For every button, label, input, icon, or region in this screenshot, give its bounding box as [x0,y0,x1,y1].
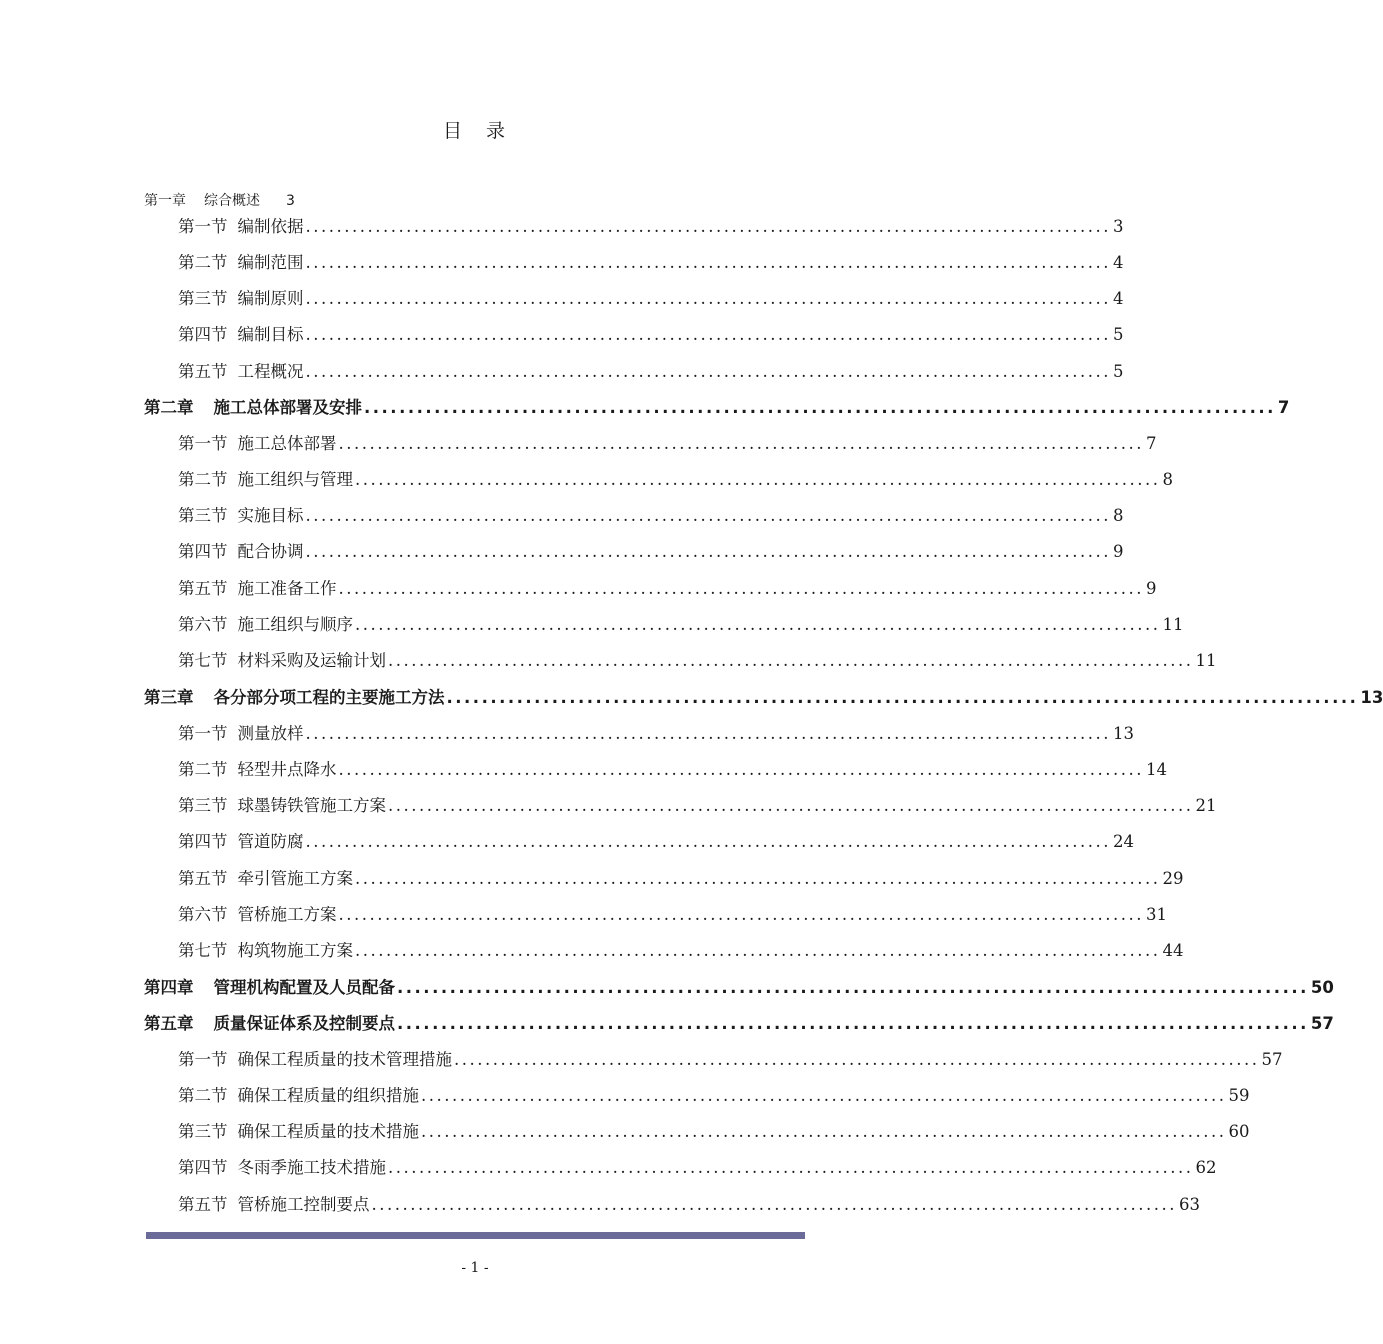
toc-page-number: 62 [1195,1158,1217,1177]
toc-section-title: 施工总体部署 [237,434,337,453]
toc-section-title: 确保工程质量的技术管理措施 [237,1050,452,1069]
toc-chapter-title: 各分部分项工程的主要施工方法 [213,688,445,707]
toc-section-title: 编制原则 [237,289,304,308]
toc-section-title: 施工组织与顺序 [237,615,353,634]
toc-chapter[interactable] [144,976,1334,1000]
toc-chapter-label: 第四章 [144,978,194,997]
toc-section-label: 第七节 [178,941,228,960]
toc-chapter[interactable] [144,1012,1334,1036]
dot-leader: ........................................................................................................ [397,1014,1309,1033]
dot-leader: ........................................................................................................ [338,905,1144,924]
dot-leader: ........................................................................................................ [338,579,1144,598]
toc-section[interactable] [178,287,1124,311]
dot-leader: ........................................................................................................ [355,615,1161,634]
toc-section-title: 工程概况 [237,362,304,381]
dot-leader: ........................................................................................................ [338,760,1144,779]
dot-leader: ........................................................................................................ [421,1122,1227,1141]
toc-page-number: 13 [1360,688,1383,707]
toc-section-title: 确保工程质量的组织措施 [237,1086,419,1105]
toc-section[interactable] [178,1048,1283,1072]
toc-page-number: 57 [1310,1014,1334,1033]
toc-page-number: 24 [1112,832,1134,851]
toc-section[interactable] [178,758,1167,782]
toc-section-title: 冬雨季施工技术措施 [237,1158,386,1177]
toc-section[interactable] [178,1120,1250,1144]
dot-leader: ........................................................................................................ [355,869,1161,888]
dot-leader: ........................................................................................................ [305,253,1111,272]
toc-section-title: 确保工程质量的技术措施 [237,1122,419,1141]
dot-leader: ........................................................................................................ [388,796,1194,815]
dot-leader: ........................................................................................................ [305,724,1111,743]
footer-rule [146,1232,805,1239]
dot-leader: ........................................................................................................ [421,1086,1227,1105]
toc-section[interactable] [178,903,1167,927]
dot-leader: ........................................................................................................ [338,434,1144,453]
toc-section[interactable] [178,540,1124,564]
toc-page-number: 5 [1112,325,1124,344]
toc-section-label: 第五节 [178,869,228,888]
toc-section-label: 第三节 [178,796,228,815]
toc-page-number: 57 [1261,1050,1283,1069]
dot-leader: ........................................................................................................ [305,506,1111,525]
toc-page-number: 7 [1277,398,1290,417]
toc-section[interactable] [178,1084,1250,1108]
toc-section-title: 球墨铸铁管施工方案 [237,796,386,815]
toc-chapter-label: 第三章 [144,688,194,707]
toc-page-number: 9 [1145,579,1157,598]
dot-leader: ........................................................................................................ [355,470,1161,489]
toc-section-label: 第四节 [178,1158,228,1177]
toc-section-label: 第二节 [178,470,228,489]
toc-chapter-label: 第二章 [144,398,194,417]
toc-section-label: 第一节 [178,217,228,236]
toc-page-number: 13 [1112,724,1134,743]
toc-section-label: 第六节 [178,905,228,924]
toc-section-title: 施工组织与管理 [237,470,353,489]
toc-section-title: 施工准备工作 [237,579,337,598]
toc-section[interactable] [178,867,1184,891]
toc-page-number: 31 [1145,905,1167,924]
toc-page-number: 11 [1195,651,1217,670]
toc-section[interactable] [178,577,1157,601]
toc-section-title: 编制范围 [237,253,304,272]
toc-section[interactable] [178,432,1157,456]
toc-chapter[interactable] [144,396,1290,420]
toc-section-label: 第四节 [178,832,228,851]
toc-page-number: 60 [1228,1122,1250,1141]
dot-leader: ........................................................................................................ [305,542,1111,561]
toc-section-label: 第三节 [178,289,228,308]
dot-leader: ........................................................................................................ [454,1050,1260,1069]
toc-section-title: 构筑物施工方案 [237,941,353,960]
toc-section[interactable] [178,830,1134,854]
toc-page-number: 5 [1112,362,1124,381]
toc-section-label: 第五节 [178,1195,228,1214]
dot-leader: ........................................................................................................ [371,1195,1177,1214]
toc-chapter-title: 综合概述 [204,193,260,209]
toc-section-label: 第二节 [178,253,228,272]
toc-section-label: 第二节 [178,1086,228,1105]
toc-section-title: 牵引管施工方案 [237,869,353,888]
toc-section-title: 配合协调 [237,542,304,561]
toc-page-number: 50 [1310,978,1334,997]
dot-leader: ........................................................................................................ [305,217,1111,236]
toc-section-label: 第一节 [178,724,228,743]
toc-chapter-title: 管理机构配置及人员配备 [213,978,395,997]
toc-section-title: 编制依据 [237,217,304,236]
toc-section-title: 编制目标 [237,325,304,344]
dot-leader: ........................................................................................................ [305,325,1111,344]
page-title [0,116,950,143]
dot-leader: ........................................................................................................ [397,978,1309,997]
toc-section-label: 第六节 [178,615,228,634]
toc-page-number: 21 [1195,796,1217,815]
toc-section-title: 管道防腐 [237,832,304,851]
toc-page-number: 44 [1162,941,1184,960]
toc-section[interactable] [178,649,1217,673]
toc-page-number: 7 [1145,434,1157,453]
toc-section-label: 第五节 [178,362,228,381]
toc-chapter-label: 第五章 [144,1014,194,1033]
toc-section-label: 第一节 [178,434,228,453]
title-char-1: 目 [442,120,464,142]
dot-leader: ........................................................................................................ [305,832,1111,851]
toc-section[interactable] [178,613,1184,637]
toc-section-title: 轻型井点降水 [237,760,337,779]
toc-page-number: 11 [1162,615,1184,634]
toc-section[interactable] [178,323,1124,347]
toc-section-label: 第五节 [178,579,228,598]
toc-section[interactable] [178,722,1134,746]
toc-page-number: 14 [1145,760,1167,779]
toc-section-title: 实施目标 [237,506,304,525]
toc-page-number: 4 [1112,253,1124,272]
toc-section-label: 第七节 [178,651,228,670]
toc-chapter[interactable] [144,686,1383,710]
dot-leader: ........................................................................................................ [446,688,1359,707]
toc-section[interactable] [178,215,1124,239]
toc-chapter-title: 质量保证体系及控制要点 [213,1014,395,1033]
title-char-2: 录 [486,120,508,142]
dot-leader: ........................................................................................................ [305,289,1111,308]
dot-leader: ........................................................................................................ [305,362,1111,381]
toc-section-label: 第一节 [178,1050,228,1069]
toc-section-title: 测量放样 [237,724,304,743]
toc-section-label: 第二节 [178,760,228,779]
toc-section-label: 第四节 [178,325,228,344]
dot-leader: ........................................................................................................ [388,651,1194,670]
toc-page-number: 4 [1112,289,1124,308]
toc-page-number: 8 [1112,506,1124,525]
dot-leader: ........................................................................................................ [355,941,1161,960]
toc-page-number: 59 [1228,1086,1250,1105]
toc-page-number: 8 [1162,470,1173,489]
toc-page-number: 3 [286,193,295,209]
toc-chapter-label: 第一章 [144,193,186,209]
toc-section[interactable] [178,794,1217,818]
toc-section-label: 第四节 [178,542,228,561]
toc-section[interactable] [178,1193,1200,1217]
toc-page-number: 63 [1178,1195,1200,1214]
dot-leader: ........................................................................................................ [364,398,1276,417]
toc-section[interactable] [178,504,1124,528]
toc-chapter-1[interactable] [144,190,295,212]
toc-section-title: 管桥施工控制要点 [237,1195,370,1214]
toc-section[interactable] [178,1156,1217,1180]
toc-chapter-title: 施工总体部署及安排 [213,398,362,417]
toc-section-label: 第三节 [178,506,228,525]
dot-leader: ........................................................................................................ [388,1158,1194,1177]
toc-page-number: 29 [1162,869,1184,888]
toc-section-label: 第三节 [178,1122,228,1141]
toc-section[interactable] [178,939,1184,963]
toc-page-number: 9 [1112,542,1124,561]
toc-section[interactable] [178,251,1124,275]
toc-section[interactable] [178,468,1173,492]
toc-section-title: 管桥施工方案 [237,905,337,924]
toc-section-title: 材料采购及运输计划 [237,651,386,670]
page-number: - 1 - [461,1260,489,1276]
toc-section[interactable] [178,360,1124,384]
toc-page-number: 3 [1112,217,1124,236]
